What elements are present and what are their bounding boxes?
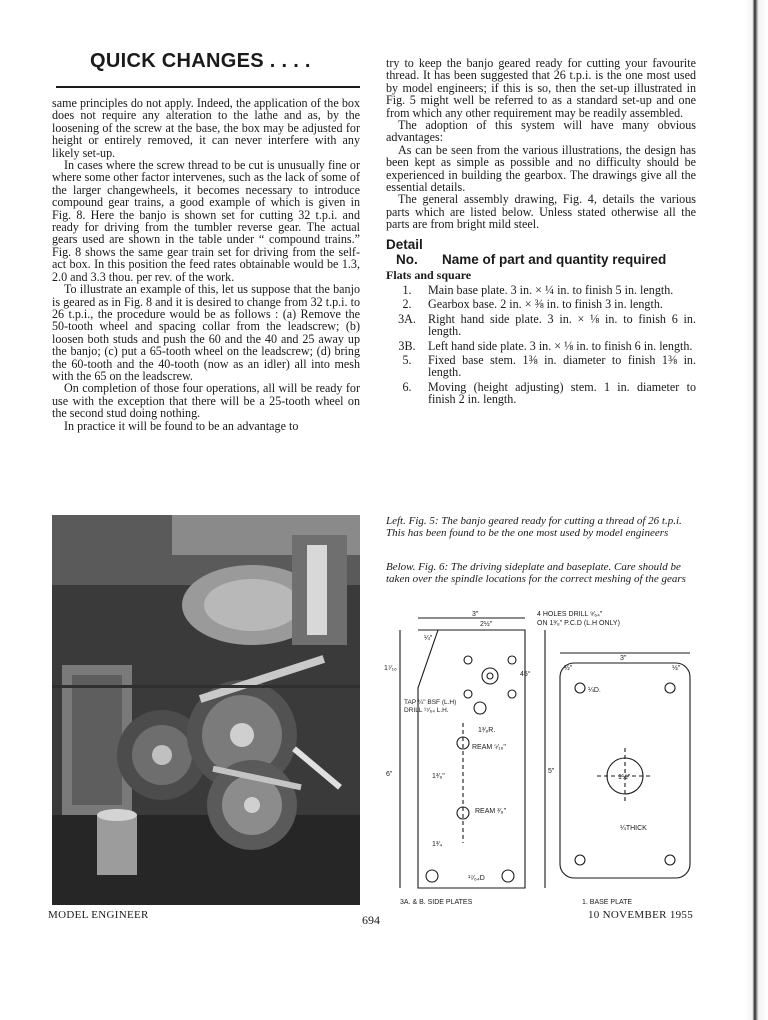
part-no: 6. [402, 379, 412, 394]
dim-quarter: ¼" [424, 635, 433, 642]
part-no: 2. [402, 297, 412, 312]
r-label: 1³⁄₈R. [478, 727, 496, 734]
dim-45: 45° [520, 671, 531, 678]
part-desc: Moving (height adjusting) stem. 1 in. diameter to finish 2 in. length. [428, 379, 696, 407]
paragraph: same principles do not apply. Indeed, the application of the box does not require any alteration to the lathe and as, by the loosening of the screw at the base, the box may be adjusted for height or entirely removed, it can never interfere with any likely set-up. [52, 96, 360, 160]
footer-page-number: 694 [362, 913, 380, 927]
page-edge [744, 0, 768, 1020]
part-row [386, 340, 696, 352]
paragraph: try to keep the banjo geared ready for cutting your favourite thread. It has been suggested that 26 t.p.i. is the one most used by model engineers; if this is so, then the set-up illustrated in Fig. 5 might well be referred to as a standard set-up and one from which any other requirement may be readily assembled. [386, 56, 696, 120]
part-row [386, 284, 696, 296]
col-no: No. [396, 252, 418, 268]
part-row [386, 313, 696, 338]
part-no: 3B. [398, 338, 416, 353]
page-title: QUICK CHANGES . . . . [90, 50, 311, 72]
parts-list [386, 284, 696, 406]
footer-magazine: MODEL ENGINEER [48, 909, 149, 921]
dim-3-base: 3" [620, 655, 627, 662]
dim-1-1-2: 1½" [618, 774, 631, 781]
part-no: 1. [402, 282, 412, 297]
thickness-label: ¼THICK [620, 825, 647, 832]
part-no: 3A. [398, 311, 416, 326]
fig6-drawing [380, 608, 706, 908]
paragraph: The general assembly drawing, Fig. 4, details the various parts which are listed below. Unless stated otherwise all the parts are from bright mild steel. [386, 192, 696, 232]
part-desc: Right hand side plate. 3 in. × ⅛ in. to finish 6 in. length. [428, 311, 696, 339]
detail-heading: Detail [386, 236, 423, 252]
part-no: 5. [402, 352, 412, 367]
paragraph: As can be seen from the various illustrations, the design has been kept as simple as possible and no difficulty should be experienced in building the gearbox. The drawings give all the essential details. [386, 142, 696, 195]
dim-half-left: ½" [564, 665, 573, 672]
note-holes-2: ON 1³⁄₈" P.C.D (L.H ONLY) [537, 620, 620, 627]
parts-subheading: Flats and square [386, 267, 472, 282]
dim-3-side: 3" [472, 611, 479, 618]
side-plates-label: 3A. & B. SIDE PLATES [400, 899, 473, 906]
left-column [52, 97, 360, 432]
dim-1-3-8: 1³⁄₈" [432, 773, 445, 780]
d-label: ¹⁷⁄₆₄D [468, 875, 485, 882]
fig5-caption: Left. Fig. 5: The banjo geared ready for cutting a thread of 26 t.p.i. This has been found to be the one most used by model engineers [386, 515, 682, 539]
tap-note-1: TAP ¼" BSF (L.H) [404, 699, 457, 706]
part-desc: Left hand side plate. 3 in. × ⅛ in. to finish 6 in. length. [428, 338, 693, 353]
fig6-caption: Below. Fig. 6: The driving sideplate and baseplate. Care should be taken over the spindle locations for the correct meshing of the gears [386, 561, 686, 585]
paragraph: On completion of those four operations, all will be ready for use with the exception that there will be a 25-tooth wheel on the second stud doing nothing. [52, 381, 360, 421]
right-column [386, 57, 696, 408]
banjo-gear-photo-graphic [52, 515, 360, 905]
part-desc: Main base plate. 3 in. × ¼ in. to finish 5 in. length. [428, 282, 674, 297]
part-desc: Fixed base stem. 1⅜ in. diameter to finish 1⅜ in. length. [428, 352, 696, 380]
dim-1-7-16: 1⁷⁄₁₆ [384, 665, 397, 672]
paragraph: In practice it will be found to be an advantage to [64, 418, 299, 433]
part-row [386, 381, 696, 406]
paragraph: The adoption of this system will have many obvious advantages: [386, 118, 696, 145]
col-name: Name of part and quantity required [442, 252, 667, 268]
ream-2: REAM ³⁄₈" [475, 808, 507, 815]
note-holes-1: 4 HOLES DRILL ⁹⁄₆₄" [537, 611, 603, 618]
parts-table-header [386, 254, 696, 266]
dim-half-right: ½" [672, 665, 681, 672]
part-desc: Gearbox base. 2 in. × ⅜ in. to finish 3 in. length. [428, 297, 663, 312]
tap-note-2: DRILL ¹⁷⁄₆₄ L.H. [404, 707, 449, 714]
paragraph: To illustrate an example of this, let us suppose that the banjo is geared as in Fig. 8 and it is desired to change from 32 t.p.i. to 26 t.p.i., the procedure would be as follows : (a) Remove the 50-tooth wheel and spacing collar from the leadscrew; (b) loosen both studs and push the 60 and the 40 and 25 away up the banjo; (c) put a 65-tooth wheel on the leadscrew; (d) bring the 60-tooth and the 40-tooth (now as an idler) all into mesh with the 65 on the leadscrew. [52, 282, 360, 383]
dim-2half: 2½" [480, 621, 493, 628]
paragraph: In cases where the screw thread to be cut is unusually fine or where some other factor intervenes, such as the lack of some of the larger changewheels, it becomes necessary to introduce compound gear trains, a good example of which is given in Fig. 8. Here the banjo is shown set for cutting 32 t.p.i. and ready for driving from the tumbler reverse gear. The actual gears used are shown in the table under “ compound trains.” Fig. 8 shows the same gear train set for driving from the self-act box. In this position the feed rates obtainable would be 1.3, 2.0 and 3.3 thou. per rev. of the work. [52, 158, 360, 284]
dim-5: 5" [548, 768, 555, 775]
footer-date: 10 NOVEMBER 1955 [588, 909, 694, 921]
title-rule [56, 86, 360, 88]
dim-quarter-d: ¼D. [588, 687, 601, 694]
part-row [386, 298, 696, 310]
dim-6: 6" [386, 771, 393, 778]
base-plate-label: 1. BASE PLATE [582, 899, 633, 906]
banjo-gear-photo [52, 515, 360, 905]
dim-1-3-4: 1³⁄₄ [432, 841, 443, 848]
ream-1: REAM ⁵⁄₁₆" [472, 744, 506, 751]
fig6-drawing-graphic [380, 608, 706, 908]
part-row [386, 354, 696, 379]
